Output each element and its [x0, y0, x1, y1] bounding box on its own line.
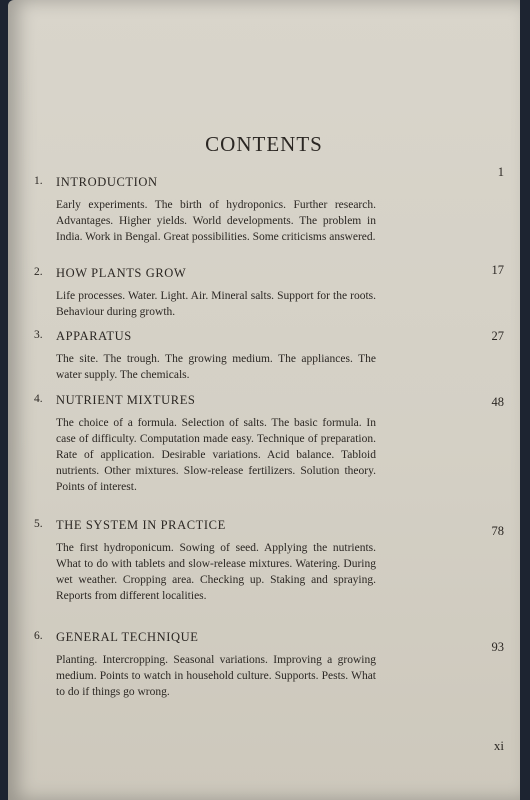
chapter-page: 1: [497, 165, 504, 179]
chapter-page: 78: [491, 524, 504, 538]
chapter-entry-6: [34, 630, 504, 700]
chapter-number: 6.: [34, 630, 43, 642]
chapter-description: The first hydroponicum. Sowing of seed. Applying the nutrients. What to do with tablets and slow-release mixtures. Watering. During wet weather. Cropping area. Checking up. Staking and spraying. Reports from different localities.: [56, 542, 376, 602]
chapter-title: THE SYSTEM IN PRACTICE: [56, 518, 226, 532]
chapter-entry-1: [34, 165, 504, 245]
chapter-title: APPARATUS: [56, 329, 132, 343]
chapter-description: Early experiments. The birth of hydroponics. Further research. Advantages. Higher yields. World developments. The problem in India. Work in Bengal. Great possibilities. Some criticisms answered.: [56, 199, 376, 243]
chapter-title: NUTRIENT MIXTURES: [56, 393, 196, 407]
chapter-title: GENERAL TECHNIQUE: [56, 630, 199, 644]
chapter-number: 1.: [34, 175, 43, 187]
chapter-description: Life processes. Water. Light. Air. Mineral salts. Support for the roots. Behaviour during growth.: [56, 290, 376, 318]
chapter-number: 3.: [34, 329, 43, 341]
page-title: CONTENTS: [205, 132, 323, 156]
chapter-page: 93: [491, 640, 504, 654]
chapter-entry-5: [34, 518, 504, 604]
book-page: [8, 0, 520, 800]
chapter-number: 4.: [34, 393, 43, 405]
chapter-page: 17: [491, 263, 504, 277]
chapter-description: Planting. Intercropping. Seasonal variations. Improving a growing medium. Points to watch in household culture. Supports. Pests. What to do if things go wrong.: [56, 654, 376, 698]
chapter-title: HOW PLANTS GROW: [56, 266, 187, 280]
chapter-entry-2: [34, 263, 504, 320]
chapter-number: 5.: [34, 518, 43, 530]
chapter-entry-3: [34, 329, 504, 383]
chapter-entry-4: [34, 393, 504, 495]
chapter-number: 2.: [34, 266, 43, 278]
chapter-title: INTRODUCTION: [56, 175, 158, 189]
chapter-description: The site. The trough. The growing medium. The appliances. The water supply. The chemicals.: [56, 353, 376, 381]
page-folio: xi: [493, 738, 504, 753]
chapter-page: 27: [491, 329, 504, 343]
chapter-description: The choice of a formula. Selection of salts. The basic formula. In case of difficulty. Computation made easy. Technique of preparation. Rate of application. Desirable variations. Acid balance. Tabloid nutrients. Other mixtures. Slow-release fertilizers. Solution theory. Points of interest.: [56, 417, 376, 493]
chapter-page: 48: [491, 395, 504, 409]
